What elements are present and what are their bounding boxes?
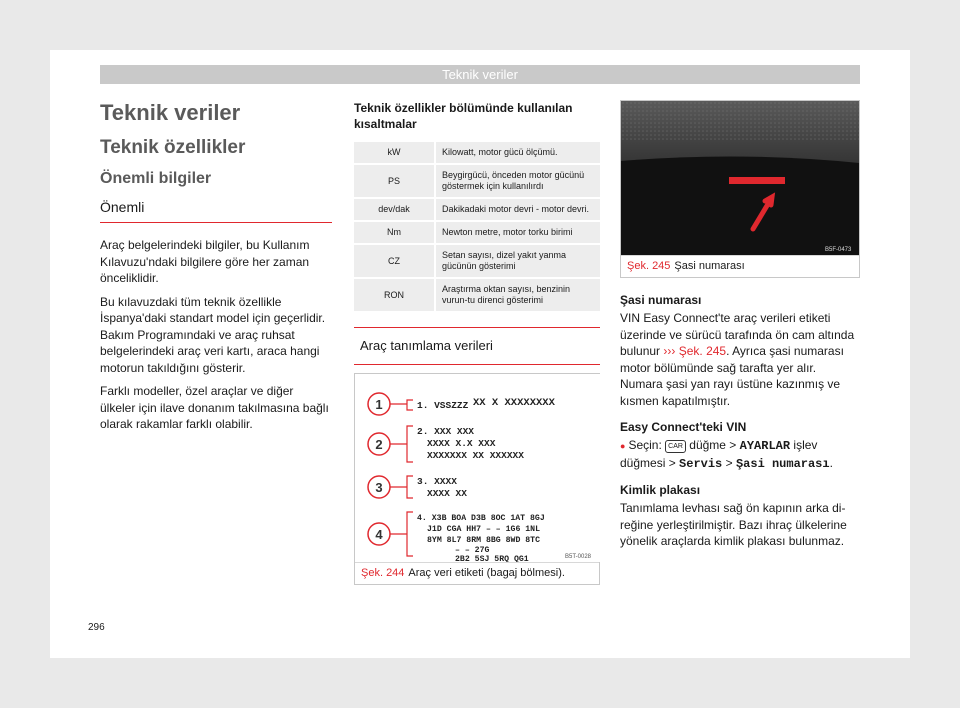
section-title: Teknik özellikler — [100, 137, 246, 158]
figure-number: Şek. 244 — [361, 567, 405, 579]
label-line-3b: XXXX XX — [427, 488, 467, 499]
vehicle-id-section-title: Araç tanımlama verileri — [354, 327, 600, 365]
table-row — [354, 199, 600, 220]
text-run: işlev düğmesi > — [620, 438, 818, 470]
marker-1: 1 — [375, 397, 383, 412]
column-left — [100, 100, 332, 440]
desc-cell: Newton metre, motor torku birimi — [436, 222, 600, 243]
vehicle-data-label-illustration — [355, 374, 599, 562]
menu-chassis-number: Şasi numarası — [735, 456, 830, 471]
abbr-cell: RON — [354, 279, 436, 311]
marker-4: 4 — [375, 527, 383, 542]
running-header: Teknik veriler — [100, 65, 860, 84]
page-number: 296 — [88, 622, 105, 633]
text-run: . Ayrıca şasi numarası motor bölümünde sağ tarafta yer alır. Numara şasi yan rayı üstüne kazınmış ve kısmen kapatılmıştır. — [620, 344, 844, 408]
table-row — [354, 245, 600, 277]
abbr-cell: CZ — [354, 245, 436, 277]
column-right — [620, 100, 860, 557]
desc-cell: Beygirgücü, önceden motor gücünü göstermek için kullanılırdı — [436, 165, 600, 197]
desc-cell: Kilowatt, motor gücü ölçümü. — [436, 142, 600, 163]
label-line-4a: 4. X3B BOA D3B 8OC 1AT 8GJ — [417, 514, 545, 523]
label-line-4e: 2B2 5SJ 5RQ QG1 — [455, 555, 529, 562]
figure-number: Şek. 245 — [627, 260, 671, 272]
instruction-step — [620, 437, 860, 472]
text-run: düğme > — [689, 438, 737, 452]
figure-chassis-number — [620, 100, 860, 278]
desc-cell: Araştırma oktan sayısı, benzinin vurun-tu direnci gösterimi — [436, 279, 600, 311]
label-line-2b: XXXX X.X XXX — [427, 438, 496, 449]
marker-2: 2 — [375, 437, 383, 452]
paragraph: Araç belgelerindeki bilgiler, bu Kullanım Kılavuzu'ndaki bilgilere göre her zaman önceliklidir. — [100, 238, 310, 285]
label-line-2a: 2. XXX XXX — [417, 426, 475, 437]
id-plate-title: Kimlik plakası — [620, 483, 701, 497]
abbr-cell: dev/dak — [354, 199, 436, 220]
paragraph: Bu kılavuzdaki tüm teknik özellikle İspanya'daki standart model için geçerlidir. Bakım Programındaki ve araç ruhsat belgelerindeki araç veri kartı, araca hangi motorun takıldığını gösterir. — [100, 294, 326, 375]
paragraph: Tanımlama levhası sağ ön kapının arka di-reğine yerleştirilmiştir. Bazı ihraç ülkelerine yönelik araçlarda kimlik plakası bulunmaz. — [620, 501, 847, 548]
figure-code: B5T-0028 — [565, 554, 592, 560]
figure-vehicle-data-label — [354, 373, 600, 585]
label-line-4c: 8YM 8L7 8RM 8BG 8WD 8TC — [427, 536, 541, 545]
figure-code: B5F-0473 — [825, 247, 852, 253]
desc-cell: Setan sayısı, dizel yakıt yanma gücünün gösterimi — [436, 245, 600, 277]
easy-connect-vin-title: Easy Connect'teki VIN — [620, 420, 747, 434]
figure-caption — [621, 255, 859, 277]
paragraph: Farklı modeller, özel araçlar ve diğer ülkeler için ilave donanım takılmasına bağlı olarak rakamlar farklı olabilir. — [100, 384, 329, 431]
bullet-icon: ● — [620, 441, 626, 451]
label-line-3a: 3. XXXX — [417, 476, 457, 487]
topic-title: Önemli — [100, 198, 332, 223]
figure-caption-text: Şasi numarası — [674, 260, 745, 272]
column-middle — [354, 100, 600, 585]
desc-cell: Dakikadaki motor devri - motor devri. — [436, 199, 600, 220]
figure-caption — [355, 562, 599, 584]
text-run: > — [725, 455, 733, 470]
chapter-title: Teknik veriler — [100, 100, 241, 125]
windshield-photo — [621, 101, 859, 255]
text-run: . — [829, 455, 833, 470]
table-row — [354, 142, 600, 163]
label-line-4b: J1D CGA HH7 – – 1G6 1NL — [427, 525, 541, 534]
abbreviations-table — [354, 140, 600, 313]
abbr-cell: PS — [354, 165, 436, 197]
label-line-4d: – – 27G — [455, 546, 490, 555]
figure-reference-link[interactable]: Şek. 245 — [678, 344, 727, 358]
marker-3: 3 — [375, 480, 383, 495]
chassis-number-title: Şasi numarası — [620, 293, 702, 307]
reference-arrow: ››› — [663, 344, 676, 358]
table-row — [354, 222, 600, 243]
car-button-icon: CAR — [665, 440, 686, 453]
page — [50, 50, 910, 658]
table-row — [354, 279, 600, 311]
abbr-cell: kW — [354, 142, 436, 163]
menu-service: Servis — [679, 456, 723, 471]
label-line-2c: XXXXXXX XX XXXXXX — [427, 450, 524, 461]
text-run: VIN Easy Connect'te araç verileri etiketi üzerinde ve sürücü tarafında ön cam altında bulunur — [620, 311, 855, 358]
table-title: Teknik özellikler bölümünde kullanılan kısaltmalar — [354, 101, 573, 131]
abbr-cell: Nm — [354, 222, 436, 243]
subsection-title: Önemli bilgiler — [100, 170, 212, 187]
text-run: Seçin: — [628, 438, 662, 452]
label-line-1: 1. VSSZZZ — [417, 400, 469, 411]
menu-settings: AYARLAR — [739, 439, 791, 453]
figure-caption-text: Araç veri etiketi (bagaj bölmesi). — [408, 567, 565, 579]
label-line-1b: XX X XXXXXXXX — [473, 397, 555, 409]
paragraph — [620, 310, 860, 409]
table-row — [354, 165, 600, 197]
